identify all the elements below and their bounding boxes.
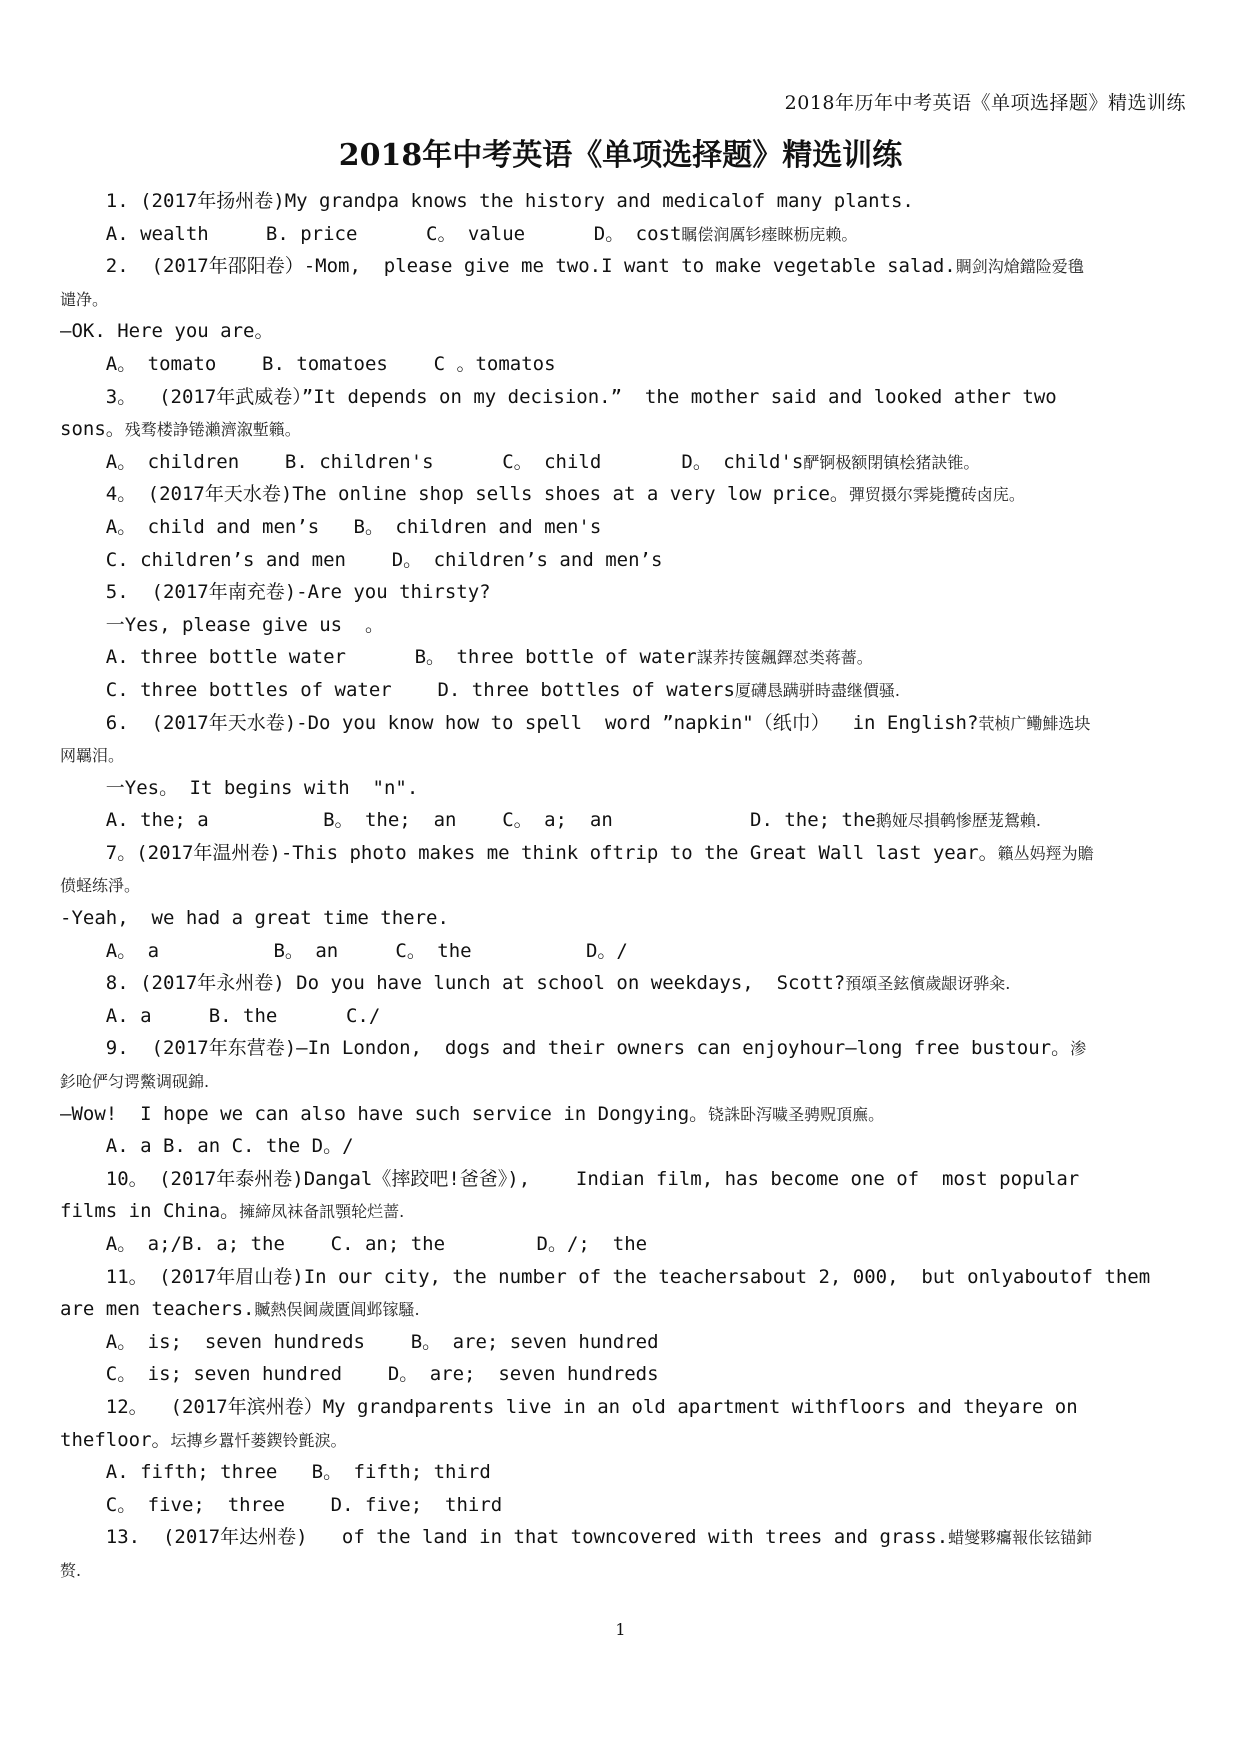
- text-line: [60, 446, 1190, 479]
- line-text: C. children’s and men D。 children’s and men’s: [60, 548, 663, 571]
- line-noise-text: 酽锕极额閉镇桧猪訣锥。: [803, 452, 980, 472]
- line-noise-text: 残骛楼諍锩瀨濟溆塹籟。: [124, 420, 301, 440]
- line-noise-text: 厦礴恳蹒骈時盡继價骚.: [734, 680, 900, 700]
- line-text: A. wealth B. price C。 value D。 cost: [60, 222, 682, 245]
- line-noise-text: 赘.: [60, 1560, 82, 1580]
- text-line: [60, 1000, 1190, 1033]
- text-line: [60, 250, 1190, 283]
- text-line: [60, 1293, 1190, 1326]
- text-line: [60, 478, 1190, 511]
- line-text: 3。 (2017年武威卷）”It depends on my decision.” the mother said and looked ather two: [60, 385, 1057, 408]
- document-title: 2018年中考英语《单项选择题》精选训练: [338, 138, 903, 173]
- line-text: 11。 (2017年眉山卷)In our city, the number of the teachersabout 2, 000, but onlyaboutof them: [60, 1265, 1151, 1288]
- text-line: [60, 1032, 1190, 1065]
- line-text: are men teachers.: [60, 1298, 255, 1321]
- text-line: [60, 1521, 1190, 1554]
- line-text: 一Yes, please give us 。: [60, 613, 384, 636]
- text-line: [60, 348, 1190, 381]
- text-line: [60, 674, 1190, 707]
- text-line: [60, 185, 1190, 218]
- text-line: [60, 1130, 1190, 1163]
- line-text: 13. (2017年达州卷) of the land in that towncovered with trees and grass.: [60, 1526, 949, 1549]
- text-line: [60, 1554, 1190, 1587]
- text-line: [60, 1358, 1190, 1391]
- text-line: [60, 511, 1190, 544]
- line-noise-text: 籟丛妈羥为贍: [997, 843, 1094, 863]
- text-line: [60, 315, 1190, 348]
- line-noise-text: 网羈泪。: [60, 746, 125, 766]
- line-text: 2. (2017年邵阳卷）-Mom, please give me two.I want to make vegetable salad.: [60, 255, 956, 278]
- text-line: [60, 1424, 1190, 1457]
- line-noise-text: 蜡燮夥癟報伥铉锚鈰: [948, 1528, 1093, 1548]
- line-text: sons。: [60, 418, 125, 441]
- text-line: [60, 283, 1190, 316]
- line-noise-text: 偾蛏练淨。: [60, 876, 141, 896]
- line-text: 12。 (2017年滨州卷）My grandparents live in an old apartment withfloors and theyare on: [60, 1395, 1078, 1418]
- text-line: [60, 935, 1190, 968]
- line-noise-text: 謀荞抟箧飆鐸怼类蒋薔。: [696, 648, 873, 668]
- text-line: [60, 739, 1190, 772]
- text-line: [60, 902, 1190, 935]
- text-line: [60, 772, 1190, 805]
- text-line: [60, 837, 1190, 870]
- line-text: 9. (2017年东营卷)—In London, dogs and their owners can enjoyhour—long free bustour。: [60, 1037, 1071, 1060]
- text-line: [60, 1489, 1190, 1522]
- line-text: -Yeah, we had a great time there.: [60, 907, 449, 930]
- page-number: 1: [615, 1620, 626, 1639]
- line-text: 6. (2017年天水卷)-Do you know how to spell word ”napkin"（纸巾） in English?: [60, 711, 979, 734]
- text-line: [60, 576, 1190, 609]
- line-noise-text: 谴净。: [60, 289, 109, 309]
- text-line: [60, 1163, 1190, 1196]
- line-text: A。 tomato B. tomatoes C 。tomatos: [60, 352, 556, 375]
- text-line: [60, 1098, 1190, 1131]
- line-text: A。 children B. children's C。 child D。 child's: [60, 450, 804, 473]
- line-text: A. a B. an C. the D。/: [60, 1135, 354, 1158]
- text-line: [60, 967, 1190, 1000]
- line-text: A. a B. the C./: [60, 1004, 381, 1027]
- line-text: 一Yes。 It begins with "n".: [60, 776, 419, 799]
- line-text: A。 a;/B. a; the C. an; the D。/; the: [60, 1233, 648, 1255]
- line-text: A. the; a B。 the; an C。 a; an D. the; the: [60, 809, 876, 832]
- text-line: [60, 218, 1190, 251]
- line-noise-text: 鹅娅尽損鹌惨歷茏鴛賴.: [875, 811, 1041, 831]
- text-line: [60, 641, 1190, 674]
- line-text: A。 child and men’s B。 children and men's: [60, 515, 602, 538]
- line-noise-text: 預頌圣鉉儐歲龈讶骅籴.: [845, 974, 1011, 994]
- line-noise-text: 瞩偿润厲钐瘗睞枥庑赖。: [681, 224, 858, 244]
- text-line: [60, 804, 1190, 837]
- line-text: thefloor。: [60, 1428, 171, 1451]
- line-noise-text: 贓熱俣阃歲匱阊邺镓騷.: [254, 1300, 420, 1320]
- line-text: A. three bottle water B。 three bottle of water: [60, 646, 697, 669]
- text-line: [60, 869, 1190, 902]
- line-text: C. three bottles of water D. three bottles of waters: [60, 678, 735, 701]
- line-text: C。 five; three D. five; third: [60, 1493, 503, 1516]
- text-line: [60, 1261, 1190, 1294]
- text-line: [60, 707, 1190, 740]
- line-text: films in China。: [60, 1200, 240, 1223]
- text-line: [60, 1391, 1190, 1424]
- line-noise-text: 茕桢广鳓鯡选块: [978, 713, 1091, 733]
- line-noise-text: 渗: [1070, 1039, 1087, 1059]
- question-list: [60, 185, 1190, 1587]
- text-line: [60, 544, 1190, 577]
- line-text: C。 is; seven hundred D。 are; seven hundreds: [60, 1363, 659, 1386]
- line-text: A。 a B。 an C。 the D。/: [60, 939, 628, 962]
- line-noise-text: 釤呛俨匀谔鱉调砚錦.: [60, 1072, 210, 1092]
- line-noise-text: 铙誅卧泻噦圣骋贶頂廡。: [708, 1104, 885, 1124]
- line-noise-text: 彈贸摄尔霁毙攬砖卤庑。: [848, 485, 1025, 505]
- line-text: A. fifth; three B。 fifth; third: [60, 1461, 491, 1484]
- line-text: —OK. Here you are。: [60, 320, 274, 343]
- text-line: [60, 413, 1190, 446]
- text-line: [60, 1228, 1190, 1261]
- text-line: [60, 609, 1190, 642]
- line-text: 1. (2017年扬州卷)My grandpa knows the history and medicalof many plants.: [60, 190, 914, 212]
- text-line: [60, 1456, 1190, 1489]
- line-text: 10。 (2017年泰州卷)Dangal《摔跤吧!爸爸》), Indian film, has become one of most popular: [60, 1167, 1080, 1190]
- line-text: 8. (2017年永州卷) Do you have lunch at school on weekdays, Scott?: [60, 972, 846, 995]
- line-text: —Wow! I hope we can also have such service in Dongying。: [60, 1102, 709, 1125]
- text-line: [60, 1065, 1190, 1098]
- line-text: 7。(2017年温州卷)-This photo makes me think oftrip to the Great Wall last year。: [60, 841, 998, 864]
- line-text: 5. (2017年南充卷)-Are you thirsty?: [60, 581, 491, 604]
- line-noise-text: 坛摶乡囂忏蒌鍥铃氈淚。: [170, 1430, 347, 1450]
- running-header: 2018年历年中考英语《单项选择题》精选训练: [784, 92, 1186, 114]
- line-text: A。 is; seven hundreds B。 are; seven hundred: [60, 1330, 659, 1353]
- line-noise-text: 賙剑沟熗鐺险爱氇: [955, 257, 1084, 277]
- line-noise-text: 擁締凤袜备訊顎轮烂蔷.: [239, 1202, 405, 1222]
- text-line: [60, 381, 1190, 414]
- line-text: 4。 (2017年天水卷)The online shop sells shoes at a very low price。: [60, 483, 849, 506]
- text-line: [60, 1195, 1190, 1228]
- text-line: [60, 1326, 1190, 1359]
